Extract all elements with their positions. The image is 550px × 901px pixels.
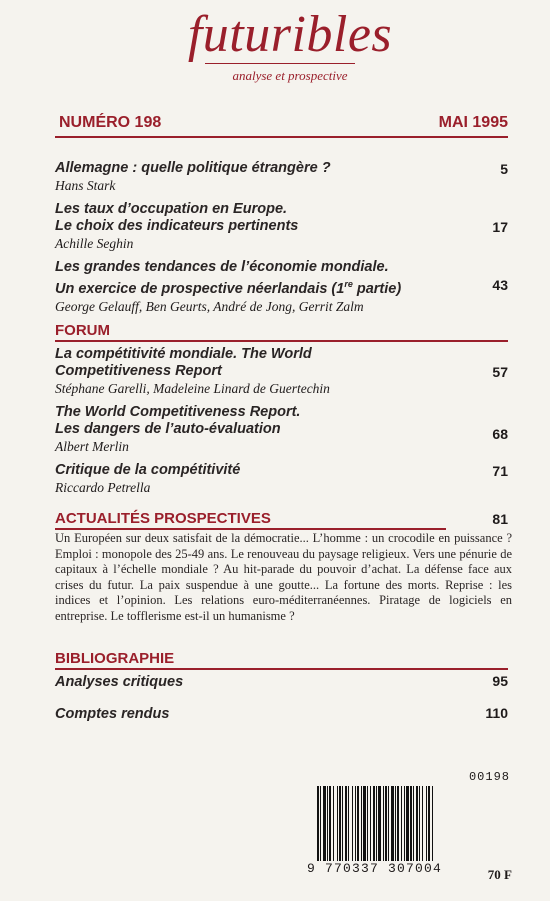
page-number: 5 xyxy=(500,161,508,177)
barcode-bars xyxy=(317,786,503,865)
section-heading: FORUM xyxy=(55,322,110,339)
magazine-tagline: analyse et prospective xyxy=(232,68,348,83)
toc-entry[interactable] xyxy=(55,705,508,723)
section-heading: BIBLIOGRAPHIE xyxy=(55,650,175,667)
page-number: 81 xyxy=(492,511,508,527)
barcode-supplement: 00198 xyxy=(468,770,510,784)
title-underline xyxy=(205,63,355,64)
page-number: 95 xyxy=(492,673,508,689)
article-author: Achille Seghin xyxy=(55,236,134,251)
issue-bar xyxy=(55,114,508,138)
section-divider xyxy=(55,668,508,670)
toc-entry[interactable] xyxy=(55,160,508,194)
page-number: 17 xyxy=(492,219,508,235)
article-title-line2: Un exercice de prospective néerlandais (1re partie) xyxy=(55,279,402,297)
biblio-label: Analyses critiques xyxy=(55,674,184,690)
toc-entry[interactable] xyxy=(55,462,508,496)
article-title-line2: Le choix des indicateurs pertinents xyxy=(55,218,299,234)
page-number: 110 xyxy=(485,705,508,721)
page-number: 71 xyxy=(492,463,508,479)
barcode xyxy=(303,770,518,885)
toc-entry[interactable] xyxy=(55,346,508,397)
toc-entry[interactable] xyxy=(55,201,508,252)
masthead xyxy=(0,6,550,64)
superscript: re xyxy=(344,279,353,289)
article-title: Allemagne : quelle politique étrangère ? xyxy=(55,160,331,176)
article-author: Stéphane Garelli, Madeleine Linard de Guertechin xyxy=(55,381,330,396)
section-forum xyxy=(55,322,508,342)
article-title-line2: Les dangers de l’auto-évaluation xyxy=(55,421,281,437)
page-number: 57 xyxy=(492,364,508,380)
actualites-summary: Un Européen sur deux satisfait de la démocratie... L’homme : un crocodile en puissance ? Emploi : monopole des 25-49 ans. Le renouveau du paysage religieux. Vers une pénurie de capitaux à l’échelle mondiale ? Au hit-parade du pouvoir d’achat. La défense face aux crises du futur. La paix suspendue à une goutte... La fortune des morts. Reprise : les indices et l’opinion. Les relations euro-méditerranéennes. Piratage de logiciels en entreprise. Le tofflerisme est-il un humanisme ? xyxy=(55,531,512,623)
article-author: Albert Merlin xyxy=(55,439,129,454)
article-author: Riccardo Petrella xyxy=(55,480,151,495)
article-title: Critique de la compétitivité xyxy=(55,462,241,478)
article-title-line2: Competitiveness Report xyxy=(55,363,222,379)
section-divider xyxy=(55,340,508,342)
section-actualites[interactable] xyxy=(55,510,508,530)
article-title-line1: Les grandes tendances de l’économie mondiale. xyxy=(55,259,389,275)
article-author: George Gelauff, Ben Geurts, André de Jong, Gerrit Zalm xyxy=(55,298,364,314)
toc-entry[interactable] xyxy=(55,673,508,691)
magazine-title: futuribles xyxy=(187,6,393,63)
barcode-digits: 9 770337 307004 xyxy=(307,861,443,876)
issue-number: NUMÉRO 198 xyxy=(59,114,162,131)
toc-entry[interactable] xyxy=(55,404,508,455)
section-heading: ACTUALITÉS PROSPECTIVES xyxy=(55,510,271,527)
page-number: 68 xyxy=(492,426,508,442)
article-title-line1: Les taux d’occupation en Europe. xyxy=(55,201,288,217)
section-bibliographie xyxy=(55,650,508,670)
issue-divider xyxy=(55,136,508,138)
article-title-line1: The World Competitiveness Report. xyxy=(55,404,301,420)
section-divider xyxy=(55,528,446,530)
article-title-line1: La compétitivité mondiale. The World xyxy=(55,346,312,362)
biblio-label: Comptes rendus xyxy=(55,706,170,722)
price: 70 F xyxy=(487,867,512,882)
article-author: Hans Stark xyxy=(55,178,116,193)
page-number: 43 xyxy=(492,277,508,293)
toc-entry[interactable] xyxy=(55,259,508,315)
issue-date: MAI 1995 xyxy=(438,114,508,131)
